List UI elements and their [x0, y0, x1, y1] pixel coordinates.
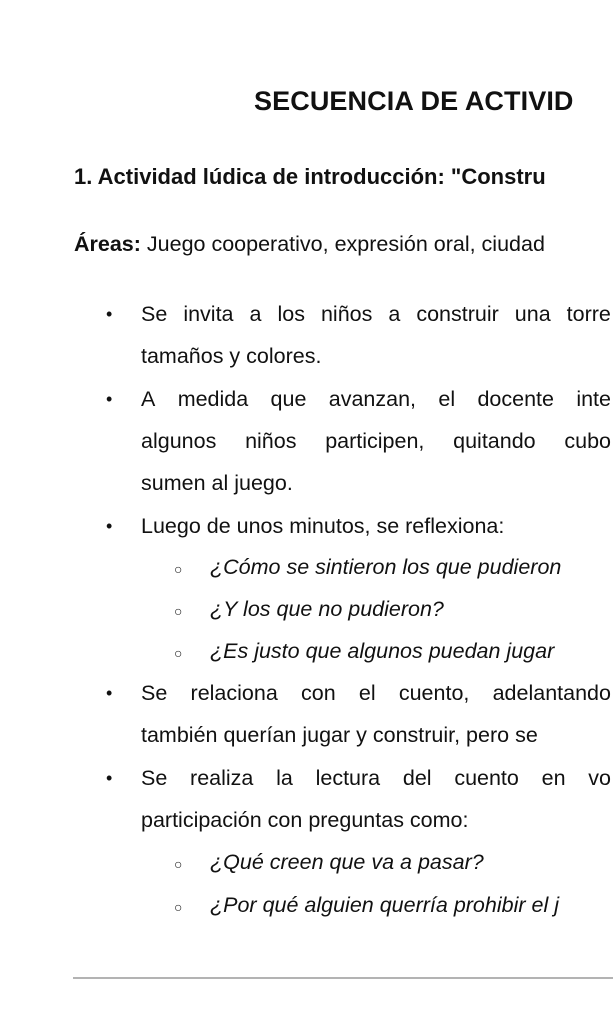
- bullet-marker: •: [106, 304, 113, 324]
- sub-bullet-marker: ○: [174, 645, 183, 661]
- bullet-3-line-1: Luego de unos minutos, se reflexiona:: [141, 514, 505, 538]
- areas-text: Juego cooperativo, expresión oral, ciudad: [140, 232, 545, 256]
- areas-line: [74, 232, 545, 257]
- sub-bullet-marker: ○: [174, 603, 183, 619]
- bullet-2-line-2: algunos niños participen, quitando cubo: [141, 429, 611, 453]
- bullet-1-line-1: Se invita a los niños a construir una torre: [141, 302, 611, 326]
- bullet-1-line-2: tamaños y colores.: [141, 344, 322, 368]
- bullet-2-line-1: A medida que avanzan, el docente inte: [141, 387, 611, 411]
- sub-bullet-marker: ○: [174, 899, 183, 915]
- bullet-2-line-3: sumen al juego.: [141, 471, 293, 495]
- bullet-4-line-1: Se relaciona con el cuento, adelantando: [141, 681, 611, 705]
- footer-divider: [73, 977, 613, 979]
- question-4: ¿Qué creen que va a pasar?: [210, 850, 484, 874]
- bullet-marker: •: [106, 389, 113, 409]
- bullet-4-line-2: también querían jugar y construir, pero se: [141, 723, 538, 747]
- question-1: ¿Cómo se sintieron los que pudieron: [210, 555, 562, 579]
- bullet-marker: •: [106, 768, 113, 788]
- sub-bullet-marker: ○: [174, 561, 183, 577]
- sub-bullet-marker: ○: [174, 856, 183, 872]
- page-title: SECUENCIA DE ACTIVID: [254, 86, 574, 116]
- areas-label: Áreas:: [74, 232, 141, 256]
- question-5: ¿Por qué alguien querría prohibir el j: [210, 893, 559, 917]
- bullet-marker: •: [106, 683, 113, 703]
- bullet-5-line-1: Se realiza la lectura del cuento en vo: [141, 766, 611, 790]
- bullet-5-line-2: participación con preguntas como:: [141, 808, 469, 832]
- question-2: ¿Y los que no pudieron?: [210, 597, 444, 621]
- bullet-marker: •: [106, 516, 113, 536]
- question-3: ¿Es justo que algunos puedan jugar: [210, 639, 555, 663]
- activity-heading: 1. Actividad lúdica de introducción: "Constru: [74, 164, 546, 189]
